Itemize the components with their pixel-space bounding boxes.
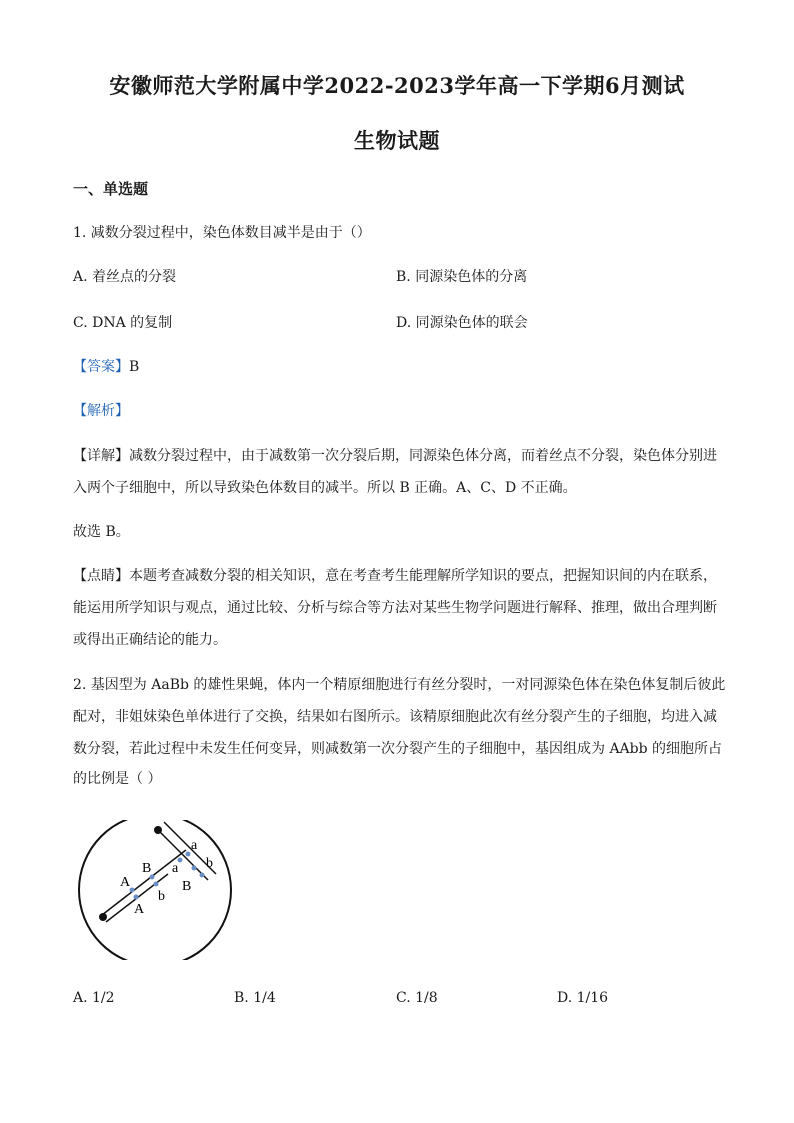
- cell-membrane: [79, 820, 231, 960]
- q2-stem-line4: 的比例是（ ）: [73, 771, 162, 787]
- lower-centromere: [99, 913, 107, 921]
- label-lower-B: B: [142, 861, 152, 876]
- q1-analysis-tag: [73, 400, 129, 420]
- label-lower-A: A: [120, 875, 131, 890]
- q1-comment-line3: 或得出正确结论的能力。: [73, 632, 227, 648]
- comment-text1: 本题考查减数分裂的相关知识，意在考查考生能理解所学知识的要点，把握知识间的内在联系，: [129, 568, 717, 584]
- q1-comment-line1: [73, 565, 717, 585]
- q2-option-a: A. 1/2: [73, 990, 115, 1006]
- q2-stem-line2: 配对，非姐妹染色单体进行了交换，结果如右图所示。该精原细胞此次有丝分裂产生的子细胞，均进入减: [73, 709, 717, 725]
- q1-option-d: D. 同源染色体的联会: [396, 315, 528, 331]
- q1-detail-line2: 入两个子细胞中，所以导致染色体数目的减半。所以 B 正确。A、C、D 不正确。: [73, 480, 577, 496]
- analysis-tag: 【解析】: [73, 403, 129, 419]
- label-upper-B: B: [182, 879, 192, 894]
- q2-stem-line1: 2. 基因型为 AaBb 的雄性果蝇，体内一个精原细胞进行有丝分裂时，一对同源染色体在染色体复制后彼此: [73, 677, 726, 693]
- upper-centromere: [154, 826, 162, 834]
- locus-dot: [130, 888, 135, 893]
- detail-text1: 减数分裂过程中，由于减数第一次分裂后期，同源染色体分离，而着丝点不分裂，染色体分别进: [129, 448, 717, 464]
- q1-answer: [73, 356, 139, 376]
- answer-value: B: [129, 359, 140, 375]
- section-heading: 一、单选题: [73, 180, 149, 198]
- q2-option-b: B. 1/4: [234, 990, 276, 1006]
- locus-dot: [186, 852, 191, 857]
- locus-dot: [200, 873, 205, 878]
- locus-dot: [134, 895, 139, 900]
- q1-detail-line1: [73, 445, 717, 465]
- exam-title: 安徽师范大学附属中学2022-2023学年高一下学期6月测试: [109, 73, 685, 98]
- answer-tag: 【答案】: [73, 359, 129, 375]
- comment-tag: 【点睛】: [73, 568, 129, 584]
- cell-chromosome-figure: [76, 820, 236, 960]
- label-upper-a2: a: [172, 861, 179, 876]
- locus-dot: [178, 858, 183, 863]
- q1-option-c: C. DNA 的复制: [73, 315, 173, 331]
- q2-stem-line3: 数分裂，若此过程中未发生任何变异，则减数第一次分裂产生的子细胞中，基因组成为 AAbb 的细胞所占: [73, 741, 723, 757]
- label-upper-b: b: [206, 856, 213, 871]
- q2-option-d: D. 1/16: [557, 990, 609, 1006]
- q1-option-a: A. 着丝点的分裂: [73, 269, 177, 285]
- q1-choose: 故选 B。: [73, 524, 130, 540]
- q1-option-b: B. 同源染色体的分离: [396, 269, 528, 285]
- q2-option-c: C. 1/8: [396, 990, 438, 1006]
- label-upper-a: a: [191, 838, 198, 853]
- label-lower-A2: A: [134, 902, 145, 917]
- label-lower-b: b: [158, 889, 165, 904]
- locus-dot: [154, 882, 159, 887]
- q1-comment-line2: 能运用所学知识与观点，通过比较、分析与综合等方法对某些生物学问题进行解释、推理，做出合理判断: [73, 600, 717, 616]
- q1-stem: 1. 减数分裂过程中，染色体数目减半是由于（）: [73, 225, 371, 241]
- locus-dot: [192, 866, 197, 871]
- exam-subtitle: 生物试题: [354, 128, 440, 153]
- detail-tag: 【详解】: [73, 448, 129, 464]
